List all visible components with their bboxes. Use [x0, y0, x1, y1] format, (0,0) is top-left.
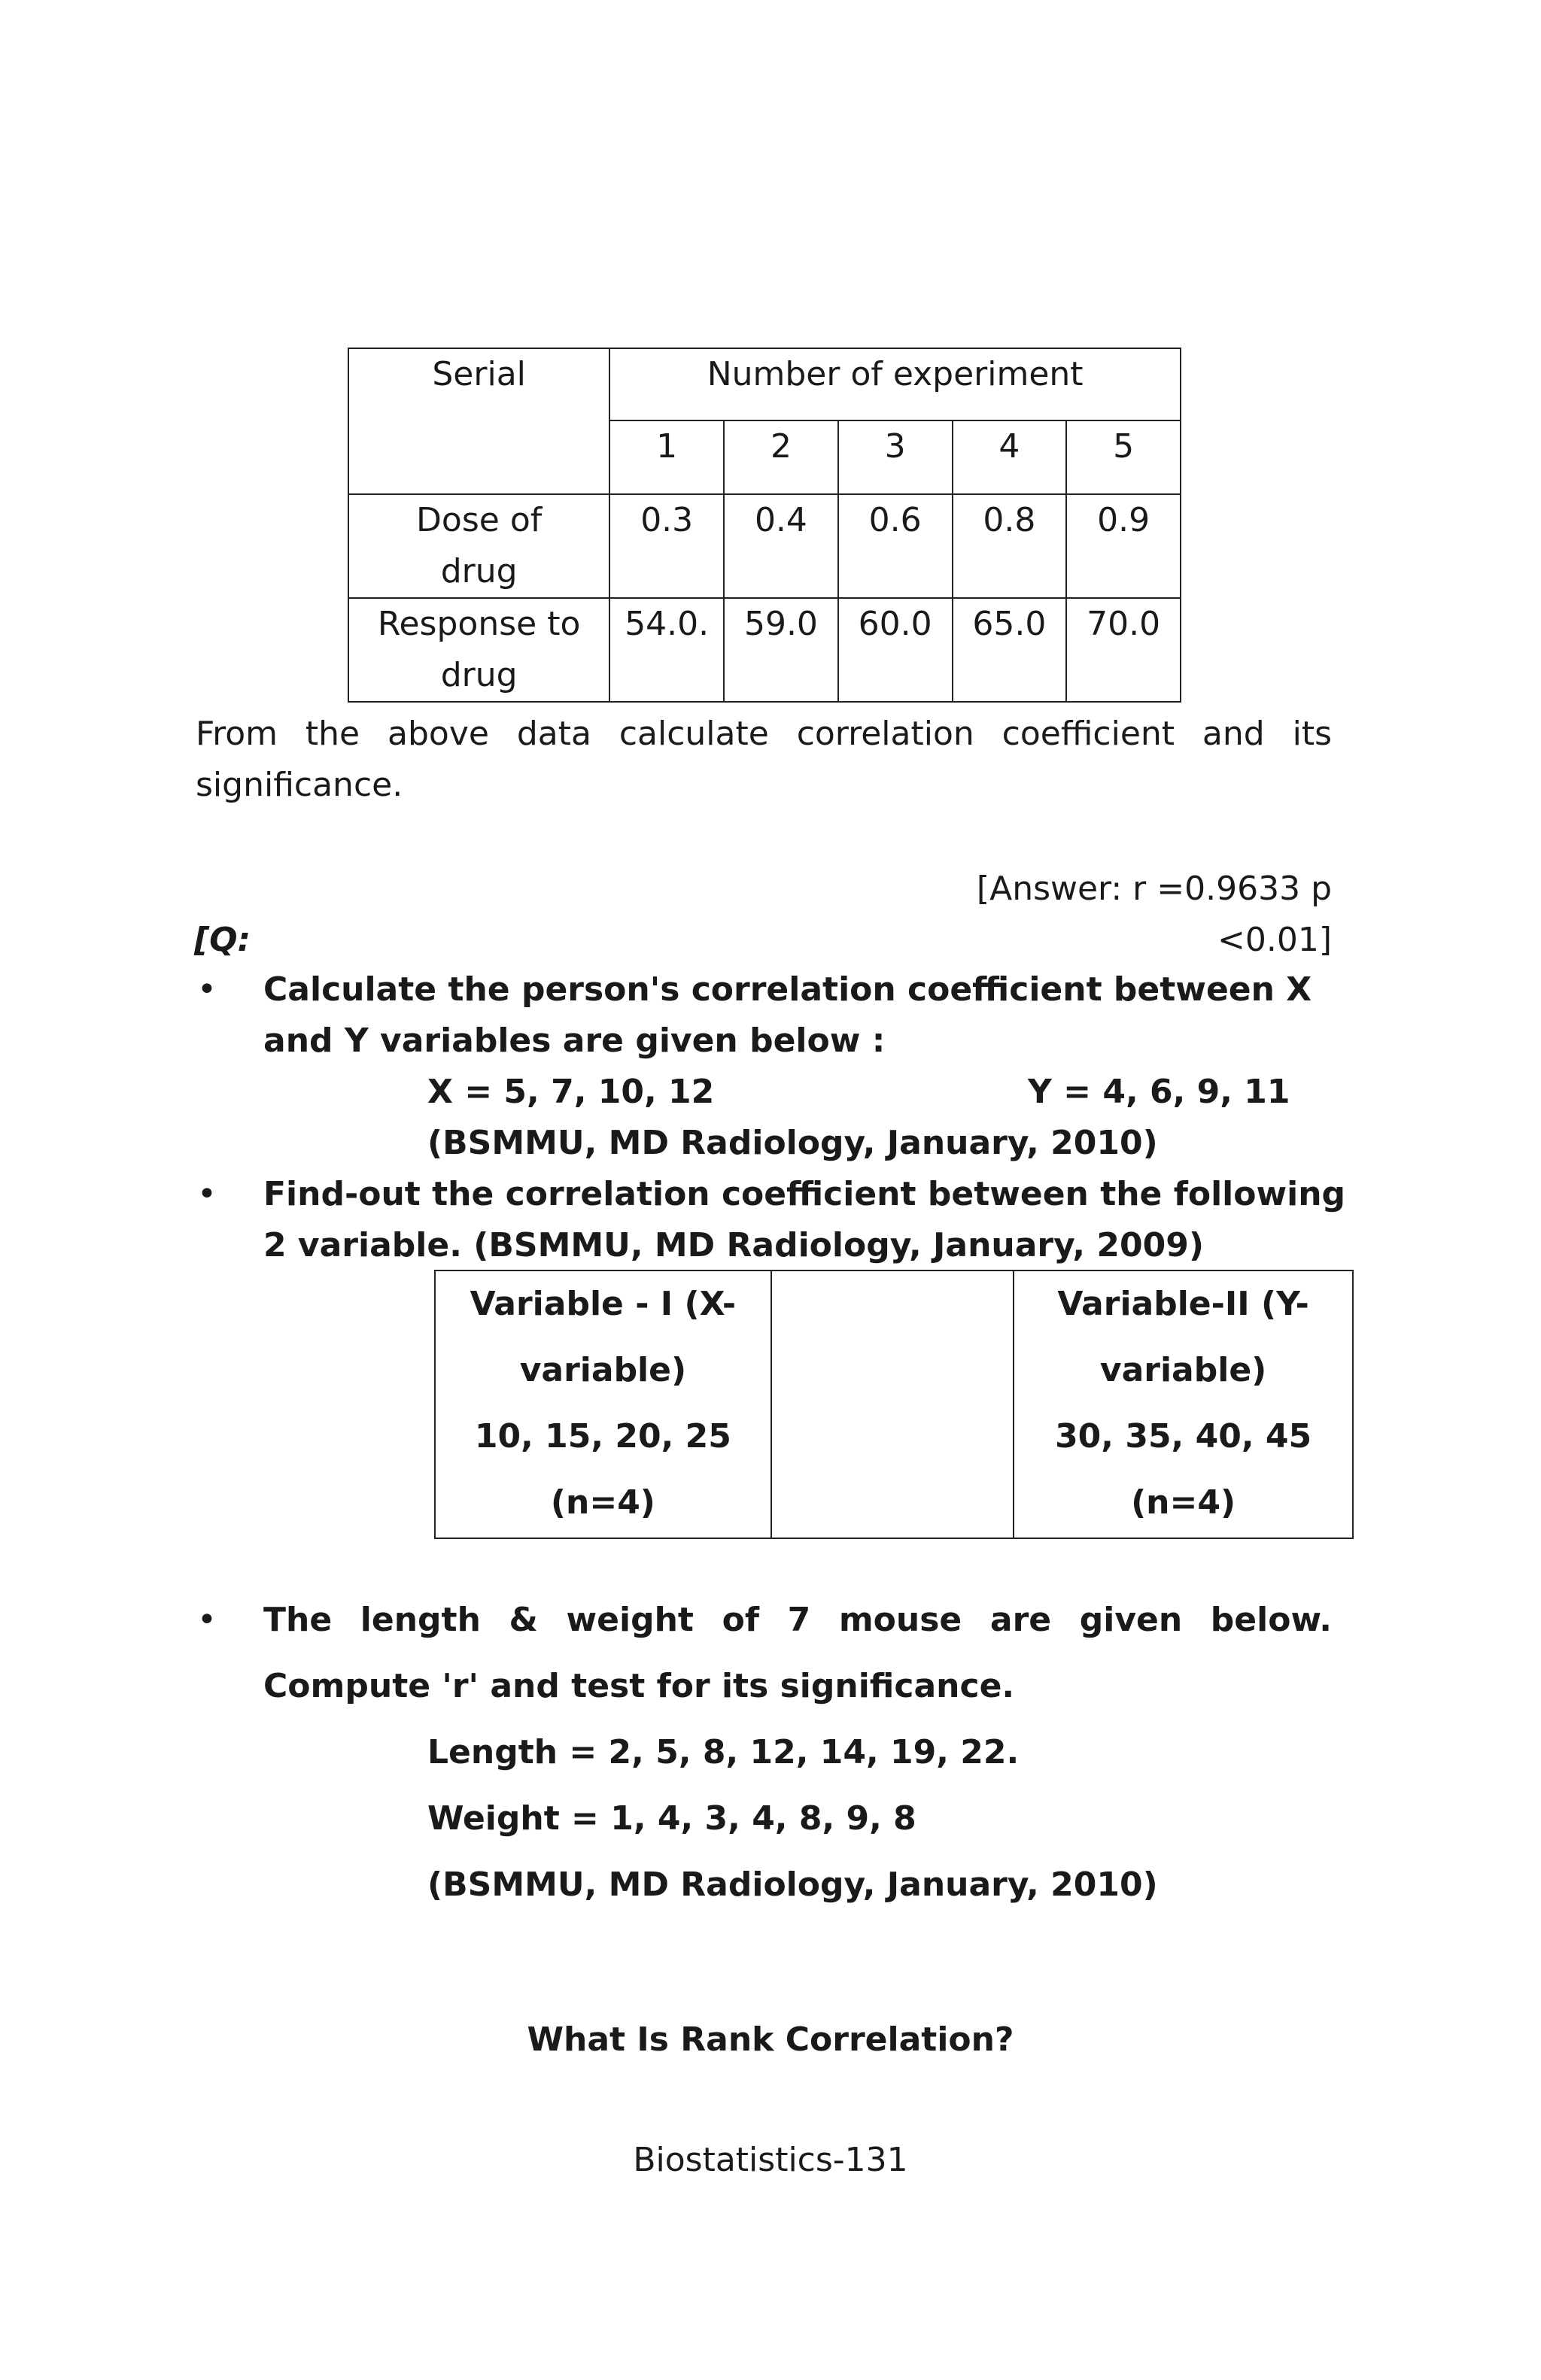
- variable-2-title: Variable-II (Y-: [1057, 1285, 1309, 1323]
- q3-length: Length = 2, 5, 8, 12, 14, 19, 22.: [427, 1733, 1020, 1771]
- question-label: [Q:: [194, 921, 251, 959]
- experiment-number: 5: [1066, 420, 1181, 494]
- variable-2-cell: [1014, 1270, 1353, 1538]
- table-cell: 60.0: [838, 598, 953, 702]
- variable-2-values: 30, 35, 40, 45: [1055, 1417, 1312, 1456]
- variable-2-title: variable): [1099, 1351, 1267, 1389]
- q1-x-values: X = 5, 7, 10, 12: [427, 1073, 715, 1111]
- answer-text: [Answer: r =0.9633 p <0.01]: [976, 870, 1332, 959]
- bullet-icon: •: [197, 1601, 217, 1639]
- variable-1-cell: [435, 1270, 771, 1538]
- table-cell: 0.8: [953, 494, 1067, 598]
- experiment-header: Number of experiment: [609, 348, 1181, 420]
- table-cell: 59.0: [724, 598, 838, 702]
- bullet-icon: •: [197, 1175, 217, 1213]
- q3-source: (BSMMU, MD Radiology, January, 2010): [427, 1865, 1158, 1904]
- variable-1-title: Variable - I (X-: [470, 1285, 737, 1323]
- q3-weight: Weight = 1, 4, 3, 4, 8, 9, 8: [427, 1799, 916, 1838]
- q3-line2: Compute 'r' and test for its significance.: [263, 1667, 1015, 1705]
- q3-line1: The length & weight of 7 mouse are given below.: [263, 1601, 1332, 1639]
- variable-1-values: 10, 15, 20, 25: [474, 1417, 731, 1456]
- serial-header: Serial: [348, 348, 609, 494]
- section-heading: What Is Rank Correlation?: [527, 2020, 1014, 2059]
- table-cell: 0.4: [724, 494, 838, 598]
- dose-response-table: [348, 348, 1181, 703]
- instruction-text: From the above data calculate correlation coefficient and its significance.: [196, 715, 1332, 804]
- table-cell: 0.6: [838, 494, 953, 598]
- variable-1-title: variable): [519, 1351, 687, 1389]
- table-cell: 65.0: [953, 598, 1067, 702]
- experiment-number: 2: [724, 420, 838, 494]
- experiment-number: 1: [609, 420, 724, 494]
- row-label-line: drug: [440, 552, 518, 590]
- bullet-icon: •: [197, 970, 217, 1009]
- variable-2-n: (n=4): [1131, 1483, 1236, 1522]
- q2-line2: 2 variable. (BSMMU, MD Radiology, January, 2009): [263, 1226, 1204, 1264]
- q1-line1: Calculate the person's correlation coefficient between X: [263, 970, 1312, 1009]
- row-label: [348, 494, 609, 598]
- table-cell: 70.0: [1066, 598, 1181, 702]
- table-row: [348, 598, 1181, 702]
- variables-table: [434, 1270, 1354, 1539]
- q1-source: (BSMMU, MD Radiology, January, 2010): [427, 1124, 1158, 1162]
- row-label-line: Response to: [377, 605, 581, 643]
- row-label: [348, 598, 609, 702]
- variable-1-n: (n=4): [550, 1483, 655, 1522]
- table-cell: 0.3: [609, 494, 724, 598]
- page-footer: Biostatistics-131: [633, 2141, 908, 2179]
- q1-line2: and Y variables are given below :: [263, 1022, 886, 1060]
- q2-line1: Find-out the correlation coefficient between the following: [263, 1175, 1346, 1213]
- q1-y-values: Y = 4, 6, 9, 11: [1028, 1073, 1290, 1111]
- table-cell: 54.0.: [609, 598, 724, 702]
- table-cell: 0.9: [1066, 494, 1181, 598]
- experiment-number: 4: [953, 420, 1067, 494]
- row-label-line: Dose of: [416, 501, 543, 539]
- empty-cell: [771, 1270, 1014, 1538]
- table-row: [348, 494, 1181, 598]
- experiment-number: 3: [838, 420, 953, 494]
- row-label-line: drug: [440, 656, 518, 694]
